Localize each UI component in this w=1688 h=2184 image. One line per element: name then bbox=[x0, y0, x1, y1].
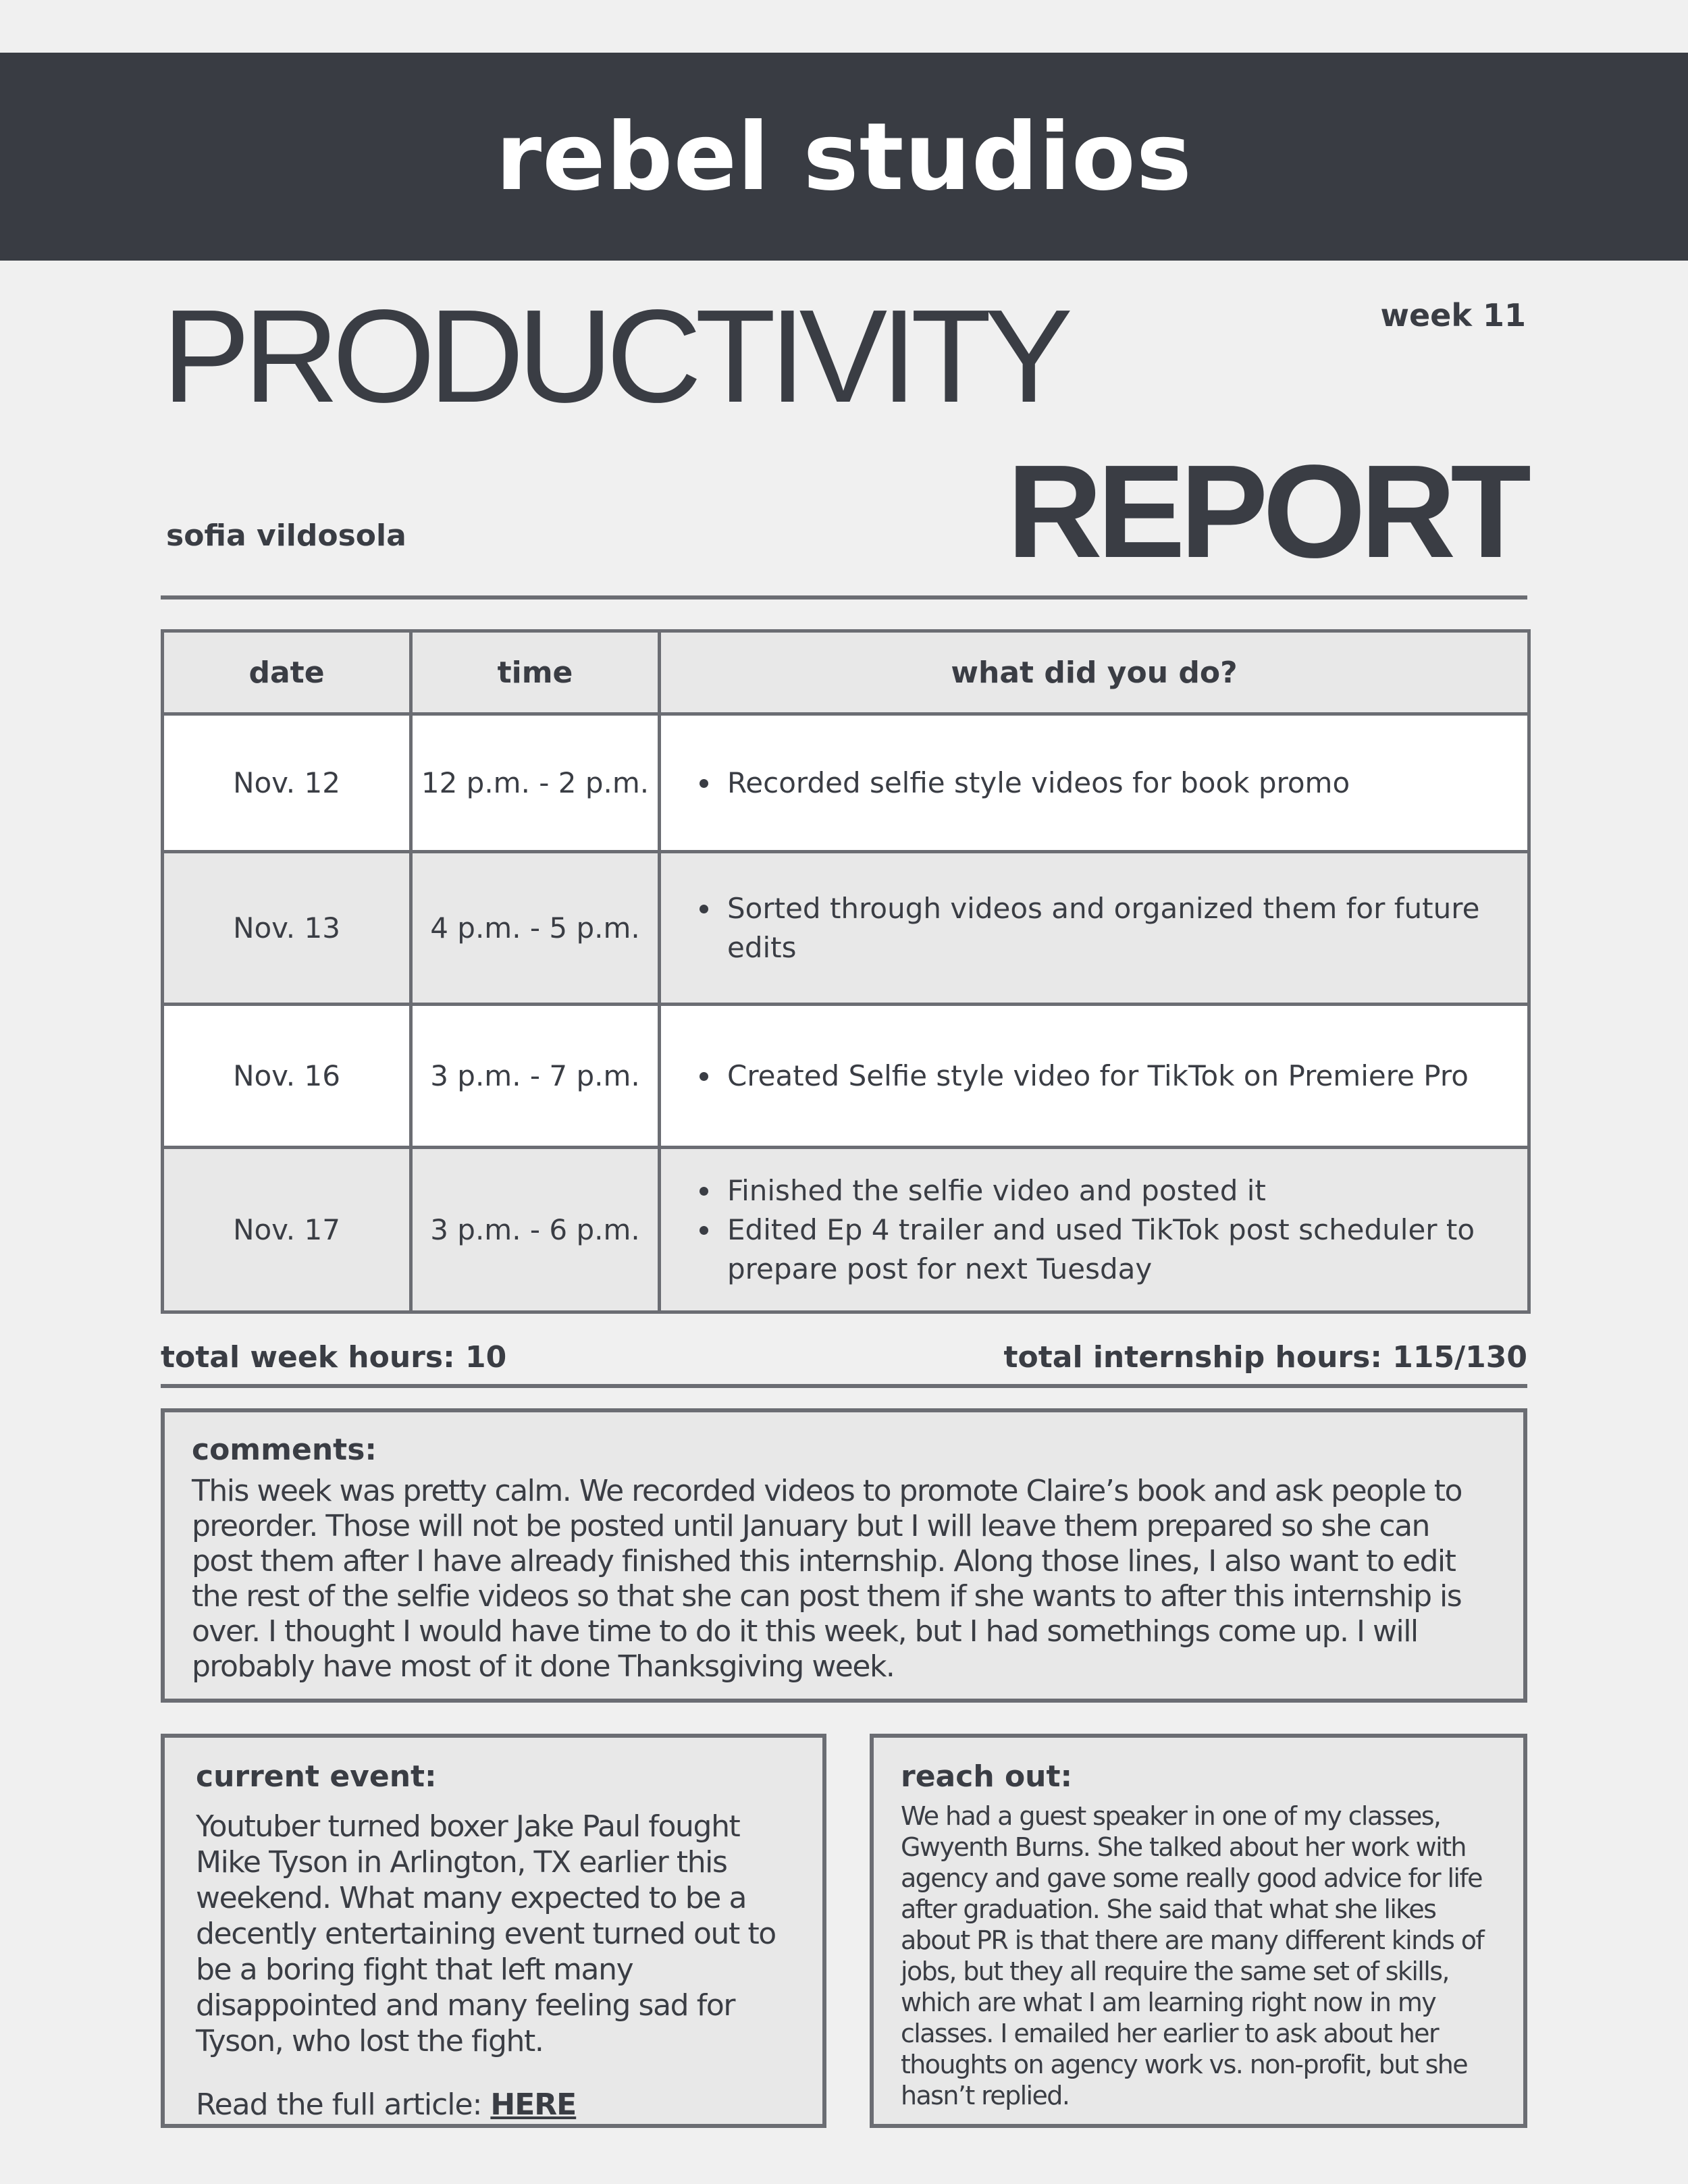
row-tasks bbox=[660, 714, 1529, 852]
task-item: • Created Selfie style video for TikTok on Premiere Pro bbox=[722, 1057, 1527, 1096]
row-date: Nov. 17 bbox=[163, 1148, 411, 1312]
table-row bbox=[163, 1148, 1529, 1312]
row-tasks bbox=[660, 1005, 1529, 1148]
reach-out-heading: reach out: bbox=[901, 1759, 1073, 1794]
comments-heading: comments: bbox=[192, 1433, 377, 1467]
header-banner bbox=[0, 53, 1688, 261]
row-tasks bbox=[660, 852, 1529, 1005]
comments-box bbox=[161, 1408, 1527, 1703]
row-time: 3 p.m. - 6 p.m. bbox=[411, 1148, 660, 1312]
task-item: • Recorded selfie style videos for book promo bbox=[722, 764, 1527, 803]
week-label: week 11 bbox=[1380, 297, 1526, 334]
author-name: sofia vildosola bbox=[166, 518, 406, 553]
column-header-activity: what did you do? bbox=[660, 631, 1529, 714]
divider bbox=[161, 1384, 1527, 1388]
article-link[interactable]: HERE bbox=[490, 2087, 577, 2122]
divider bbox=[161, 595, 1527, 600]
task-item: • Finished the selfie video and posted it bbox=[722, 1171, 1527, 1210]
column-header-date: date bbox=[163, 631, 411, 714]
task-item: • Sorted through videos and organized them for future edits bbox=[722, 889, 1527, 967]
table-header-row bbox=[163, 631, 1529, 714]
read-article-line bbox=[196, 2087, 791, 2122]
column-header-time: time bbox=[411, 631, 660, 714]
report-title-line1: PRODUCTIVITY bbox=[162, 282, 1067, 430]
row-tasks bbox=[660, 1148, 1529, 1312]
row-time: 12 p.m. - 2 p.m. bbox=[411, 714, 660, 852]
brand-title: rebel studios bbox=[496, 102, 1192, 211]
reach-out-box bbox=[870, 1734, 1527, 2128]
report-title-line2: REPORT bbox=[1007, 437, 1526, 585]
current-event-heading: current event: bbox=[196, 1759, 437, 1794]
table-row bbox=[163, 1005, 1529, 1148]
read-article-label: Read the full article: bbox=[196, 2087, 491, 2122]
table-row bbox=[163, 852, 1529, 1005]
comments-body: This week was pretty calm. We recorded videos to promote Claire’s book and ask people to preorder. Those will not be posted until January but I will leave them prepared so she can post them after I have already finished this internship. Along those lines, I also want to edit the rest of the selfie videos so that she can post them if she wants to after this internship is over. I thought I would have time to do it this week, but I had somethings come up. I will probably have most of it done Thanksgiving week. bbox=[192, 1474, 1462, 1684]
row-date: Nov. 13 bbox=[163, 852, 411, 1005]
activity-table bbox=[161, 629, 1531, 1314]
row-date: Nov. 12 bbox=[163, 714, 411, 852]
row-time: 4 p.m. - 5 p.m. bbox=[411, 852, 660, 1005]
task-item: • Edited Ep 4 trailer and used TikTok post scheduler to prepare post for next Tuesday bbox=[722, 1210, 1527, 1289]
current-event-body: Youtuber turned boxer Jake Paul fought Mike Tyson in Arlington, TX earlier this weekend. What many expected to be a decently entertaining event turned out to be a boring fight that left many disappointed and many feeling sad for Tyson, who lost the fight. bbox=[196, 1809, 776, 2058]
total-week-hours: total week hours: 10 bbox=[161, 1340, 507, 1375]
current-event-box bbox=[161, 1734, 826, 2128]
total-internship-hours: total internship hours: 115/130 bbox=[1003, 1340, 1527, 1375]
row-time: 3 p.m. - 7 p.m. bbox=[411, 1005, 660, 1148]
table-row bbox=[163, 714, 1529, 852]
reach-out-body: We had a guest speaker in one of my classes, Gwyenth Burns. She talked about her work with agency and gave some really good advice for life after graduation. She said that what she likes about PR is that there are many different kinds of jobs, but they all require the same set of skills, which are what I am learning right now in my classes. I emailed her earlier to ask about her thoughts on agency work vs. non-profit, but she hasn’t replied. bbox=[901, 1801, 1484, 2110]
row-date: Nov. 16 bbox=[163, 1005, 411, 1148]
